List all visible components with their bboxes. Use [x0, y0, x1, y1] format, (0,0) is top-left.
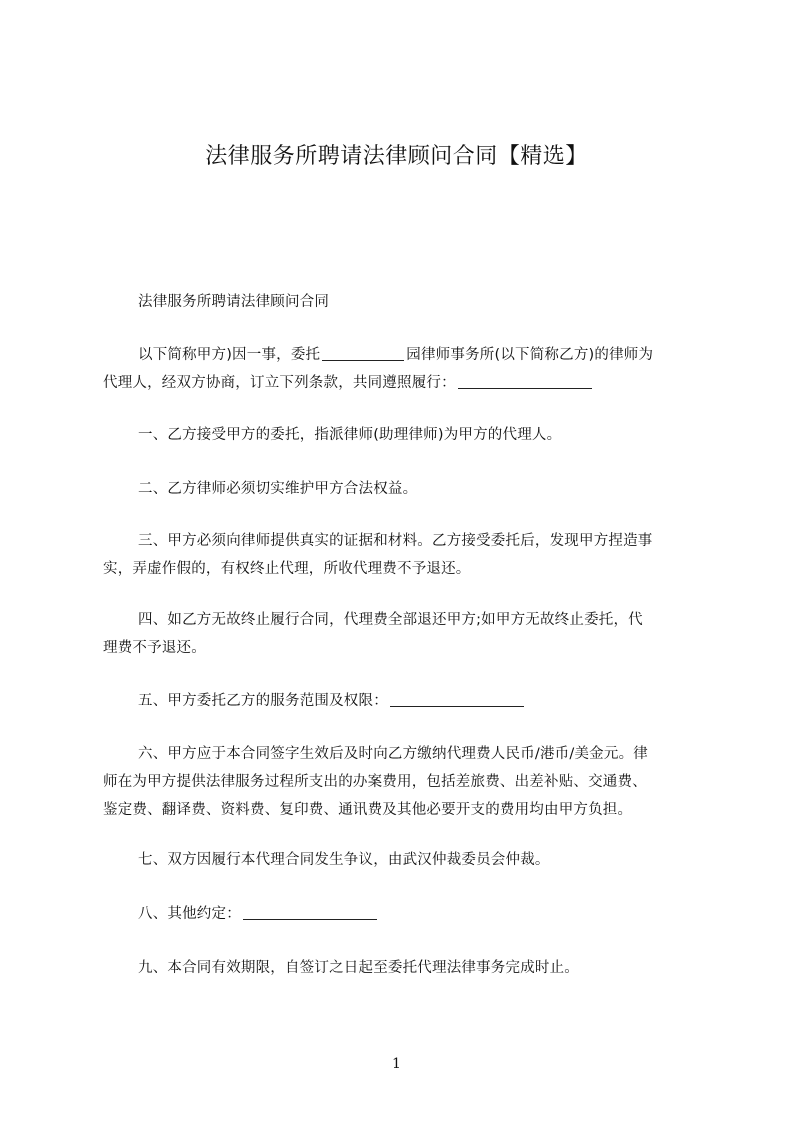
contract-subtitle — [103, 288, 700, 316]
clause-2 — [103, 475, 700, 503]
intro-line-2 — [103, 369, 700, 397]
intro-line-1 — [103, 341, 700, 369]
other-terms-blank-field — [243, 905, 377, 920]
intro-text-b: 园律师事务所(以下简称乙方)的律师为 — [406, 347, 654, 363]
clause-3 — [103, 527, 700, 583]
service-scope-blank-field — [390, 692, 524, 707]
clause-5 — [103, 687, 700, 715]
clause-4-line-1: 四、如乙方无故终止履行合同，代理费全部退还甲方;如甲方无故终止委托，代 — [138, 612, 643, 628]
clause-5-line — [103, 687, 700, 715]
intro-paragraph — [103, 341, 700, 397]
page-number: 1 — [392, 1056, 401, 1072]
clause-3-line-2: 实，弄虚作假的，有权终止代理，所收代理费不予退还。 — [103, 561, 471, 577]
clause-9-text: 九、本合同有效期限，自签订之日起至委托代理法律事务完成时止。 — [138, 960, 579, 976]
clause-6-line-1: 六、甲方应于本合同签字生效后及时向乙方缴纳代理费人民币/港币/美金元。律 — [138, 746, 648, 762]
clause-6-line-2: 师在为甲方提供法律服务过程所支出的办案费用，包括差旅费、出差补贴、交通费、 — [103, 774, 647, 790]
clause-4-line-2: 理费不予退还。 — [103, 640, 206, 656]
intro-text-c: 代理人，经双方协商，订立下列条款，共同遵照履行： — [103, 375, 456, 391]
clause-7 — [103, 846, 700, 874]
clause-3-line-1: 三、甲方必须向律师提供真实的证据和材料。乙方接受委托后，发现甲方捏造事 — [138, 533, 653, 549]
clause-5-text: 五、甲方委托乙方的服务范围及权限： — [138, 693, 388, 709]
subtitle-text: 法律服务所聘请法律顾问合同 — [138, 294, 330, 310]
terms-blank-field — [458, 374, 592, 389]
document-title: 法律服务所聘请法律顾问合同【精选】 — [205, 144, 588, 169]
clause-1 — [103, 421, 700, 449]
clause-6 — [103, 740, 700, 824]
clause-8-line — [103, 900, 700, 928]
clause-1-text: 一、乙方接受甲方的委托，指派律师(助理律师)为甲方的代理人。 — [138, 427, 562, 443]
principal-blank-field — [322, 346, 404, 361]
clause-8 — [103, 900, 700, 928]
clause-2-text: 二、乙方律师必须切实维护甲方合法权益。 — [138, 481, 418, 497]
clause-8-text: 八、其他约定： — [138, 906, 241, 922]
intro-text-a: 以下简称甲方)因一事，委托 — [138, 347, 321, 363]
clause-9 — [103, 954, 700, 982]
clause-4 — [103, 606, 700, 662]
clause-7-text: 七、双方因履行本代理合同发生争议，由武汉仲裁委员会仲裁。 — [138, 852, 550, 868]
clause-6-line-3: 鉴定费、翻译费、资料费、复印费、通讯费及其他必要开支的费用均由甲方负担。 — [103, 802, 633, 818]
